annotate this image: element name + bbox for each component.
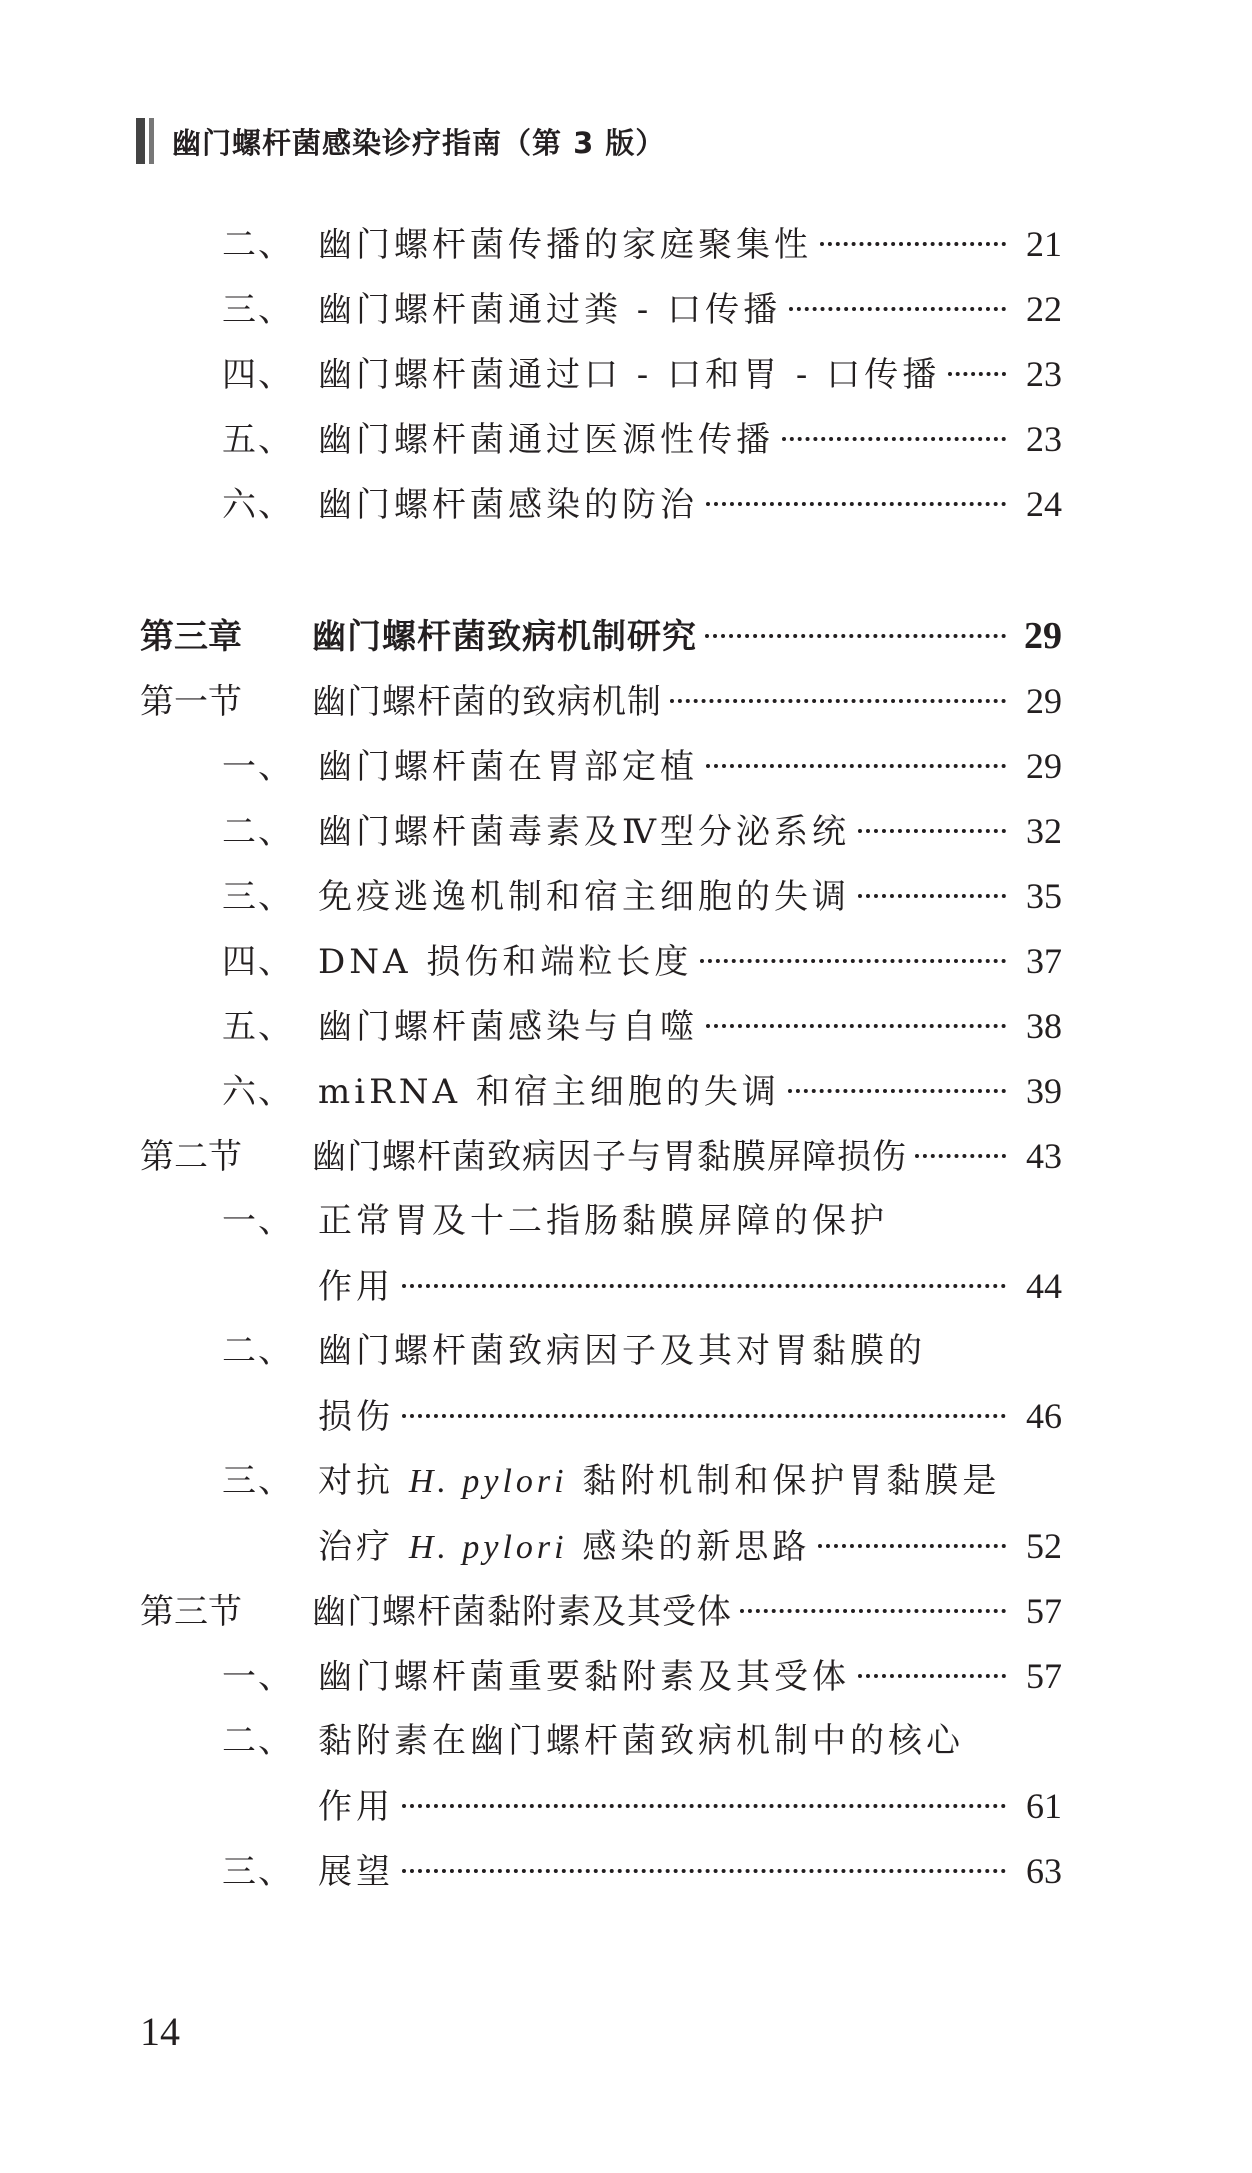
toc-entry-number: 一、 bbox=[222, 747, 294, 787]
dot-leader bbox=[788, 1089, 1006, 1093]
toc-entry-title: 幽门螺杆菌感染与自噬 bbox=[318, 1007, 698, 1047]
toc-entry[interactable] bbox=[222, 1650, 1062, 1702]
dot-leader bbox=[789, 307, 1006, 311]
toc-entry-title-cont: 作用 bbox=[318, 1267, 394, 1307]
toc-entry-page: 23 bbox=[1026, 419, 1062, 459]
toc-chapter-page: 29 bbox=[1024, 615, 1062, 657]
toc-entry-title-cont: 作用 bbox=[318, 1787, 394, 1827]
dot-leader bbox=[670, 699, 1006, 703]
toc-entry-page: 23 bbox=[1026, 354, 1062, 394]
toc-entry-number: 二、 bbox=[222, 225, 294, 265]
toc-entry-title: 黏附素在幽门螺杆菌致病机制中的核心 bbox=[318, 1721, 964, 1761]
toc-entry-number: 三、 bbox=[222, 1461, 294, 1501]
dot-leader bbox=[915, 1154, 1006, 1158]
species-name-italic: H. pylori bbox=[408, 1529, 568, 1566]
toc-entry-continuation[interactable] bbox=[318, 1260, 1062, 1312]
toc-entry-number: 二、 bbox=[222, 812, 294, 852]
toc-entry-title: 幽门螺杆菌致病因子及其对胃黏膜的 bbox=[318, 1331, 926, 1371]
toc-chapter-title: 幽门螺杆菌致病机制研究 bbox=[312, 617, 697, 657]
toc-entry[interactable] bbox=[222, 413, 1062, 465]
toc-entry-number: 二、 bbox=[222, 1331, 294, 1371]
toc-entry-title: 幽门螺杆菌通过粪 - 口传播 bbox=[318, 290, 782, 330]
toc-entry-title: 幽门螺杆菌传播的家庭聚集性 bbox=[318, 225, 812, 265]
toc-entry-title: 幽门螺杆菌毒素及Ⅳ型分泌系统 bbox=[318, 812, 850, 852]
toc-entry[interactable] bbox=[222, 283, 1062, 335]
toc-entry-number: 五、 bbox=[222, 1007, 294, 1047]
toc-chapter-number: 第三章 bbox=[140, 617, 242, 657]
dot-leader bbox=[740, 1609, 1006, 1613]
toc-entry[interactable] bbox=[222, 740, 1062, 792]
dot-leader bbox=[818, 1544, 1006, 1548]
toc-title-part: 感染的新思路 bbox=[567, 1527, 811, 1567]
toc-section-page: 57 bbox=[1026, 1591, 1062, 1631]
toc-section-title: 幽门螺杆菌致病因子与胃黏膜屏障损伤 bbox=[312, 1137, 907, 1177]
toc-section-number: 第三节 bbox=[140, 1592, 242, 1632]
toc-entry-page: 22 bbox=[1026, 289, 1062, 329]
toc-entry-page: 38 bbox=[1026, 1006, 1062, 1046]
toc-section-title: 幽门螺杆菌黏附素及其受体 bbox=[312, 1592, 732, 1632]
dot-leader bbox=[706, 1024, 1006, 1028]
toc-section-entry[interactable] bbox=[140, 1585, 1062, 1637]
dot-leader bbox=[858, 829, 1006, 833]
toc-section-title: 幽门螺杆菌的致病机制 bbox=[312, 682, 662, 722]
toc-entry-number: 三、 bbox=[222, 877, 294, 917]
toc-entry-title-cont bbox=[318, 1521, 810, 1574]
toc-entry[interactable] bbox=[222, 1715, 1062, 1767]
dot-leader bbox=[820, 242, 1006, 246]
toc-entry-number: 三、 bbox=[222, 290, 294, 330]
toc-title-part: 治疗 bbox=[318, 1527, 409, 1567]
dot-leader bbox=[705, 634, 1006, 638]
toc-chapter-entry[interactable] bbox=[140, 610, 1062, 662]
toc-entry[interactable] bbox=[222, 218, 1062, 270]
toc-entry-page: 46 bbox=[1026, 1396, 1062, 1436]
toc-entry-page: 32 bbox=[1026, 811, 1062, 851]
toc-entry[interactable] bbox=[222, 1325, 1062, 1377]
dot-leader bbox=[706, 502, 1006, 506]
page-number: 14 bbox=[140, 2009, 180, 2054]
toc-entry-title: 幽门螺杆菌通过口 - 口和胃 - 口传播 bbox=[318, 355, 941, 395]
species-name-italic: H. pylori bbox=[408, 1463, 568, 1500]
toc-entry[interactable] bbox=[222, 1000, 1062, 1052]
toc-entry-title: DNA 损伤和端粒长度 bbox=[318, 942, 693, 982]
toc-entry-title-cont: 损伤 bbox=[318, 1397, 394, 1437]
toc-entry-title: 幽门螺杆菌在胃部定植 bbox=[318, 747, 698, 787]
toc-entry-continuation[interactable] bbox=[318, 1520, 1062, 1572]
toc-entry[interactable] bbox=[222, 1195, 1062, 1247]
toc-entry-title: 展望 bbox=[318, 1852, 394, 1892]
running-head-title: 幽门螺杆菌感染诊疗指南（第 3 版） bbox=[172, 125, 666, 160]
dot-leader bbox=[402, 1284, 1006, 1288]
toc-entry-number: 三、 bbox=[222, 1852, 294, 1892]
toc-entry-number: 五、 bbox=[222, 420, 294, 460]
dot-leader bbox=[706, 764, 1006, 768]
toc-entry-continuation[interactable] bbox=[318, 1780, 1062, 1832]
toc-title-part: 对抗 bbox=[318, 1461, 409, 1501]
toc-entry-page: 61 bbox=[1026, 1786, 1062, 1826]
toc-entry-page: 52 bbox=[1026, 1526, 1062, 1566]
toc-section-entry[interactable] bbox=[140, 1130, 1062, 1182]
toc-entry-number: 二、 bbox=[222, 1721, 294, 1761]
toc-section-page: 29 bbox=[1026, 681, 1062, 721]
toc-entry-title: 幽门螺杆菌重要黏附素及其受体 bbox=[318, 1657, 850, 1697]
toc-section-entry[interactable] bbox=[140, 675, 1062, 727]
dot-leader bbox=[782, 437, 1006, 441]
toc-entry-number: 六、 bbox=[222, 1072, 294, 1112]
toc-entry-continuation[interactable] bbox=[318, 1390, 1062, 1442]
toc-entry-title: 正常胃及十二指肠黏膜屏障的保护 bbox=[318, 1201, 888, 1241]
toc-entry-title: 免疫逃逸机制和宿主细胞的失调 bbox=[318, 877, 850, 917]
toc-entry-page: 37 bbox=[1026, 941, 1062, 981]
toc-section-page: 43 bbox=[1026, 1136, 1062, 1176]
toc-entry-number: 一、 bbox=[222, 1657, 294, 1697]
toc-entry-page: 21 bbox=[1026, 224, 1062, 264]
toc-section-number: 第二节 bbox=[140, 1137, 242, 1177]
toc-entry[interactable] bbox=[222, 1065, 1062, 1117]
toc-entry-page: 39 bbox=[1026, 1071, 1062, 1111]
toc-entry-page: 63 bbox=[1026, 1851, 1062, 1891]
toc-entry[interactable] bbox=[222, 935, 1062, 987]
toc-entry-page: 24 bbox=[1026, 484, 1062, 524]
toc-entry[interactable] bbox=[222, 805, 1062, 857]
dot-leader bbox=[700, 959, 1006, 963]
toc-entry-title: miRNA 和宿主细胞的失调 bbox=[318, 1072, 780, 1112]
dot-leader bbox=[858, 894, 1006, 898]
toc-entry-number: 四、 bbox=[222, 942, 294, 982]
dot-leader bbox=[402, 1804, 1006, 1808]
toc-entry-number: 六、 bbox=[222, 485, 294, 525]
toc-entry-number: 一、 bbox=[222, 1201, 294, 1241]
toc-entry-page: 57 bbox=[1026, 1656, 1062, 1696]
toc-entry-page: 44 bbox=[1026, 1266, 1062, 1306]
toc-entry-number: 四、 bbox=[222, 355, 294, 395]
toc-section-number: 第一节 bbox=[140, 682, 242, 722]
toc-title-part: 黏附机制和保护胃黏膜是 bbox=[567, 1461, 1001, 1501]
toc-entry[interactable] bbox=[222, 870, 1062, 922]
toc-entry-page: 35 bbox=[1026, 876, 1062, 916]
toc-entry[interactable] bbox=[222, 1455, 1062, 1507]
toc-entry-page: 29 bbox=[1026, 746, 1062, 786]
dot-leader bbox=[402, 1869, 1006, 1873]
toc-entry-title bbox=[318, 1455, 1000, 1508]
dot-leader bbox=[402, 1414, 1006, 1418]
toc-entry[interactable] bbox=[222, 478, 1062, 530]
dot-leader bbox=[948, 372, 1006, 376]
toc-entry-title: 幽门螺杆菌感染的防治 bbox=[318, 485, 698, 525]
toc-entry[interactable] bbox=[222, 348, 1062, 400]
dot-leader bbox=[858, 1674, 1006, 1678]
toc-entry[interactable] bbox=[222, 1845, 1062, 1897]
toc-entry-title: 幽门螺杆菌通过医源性传播 bbox=[318, 420, 774, 460]
